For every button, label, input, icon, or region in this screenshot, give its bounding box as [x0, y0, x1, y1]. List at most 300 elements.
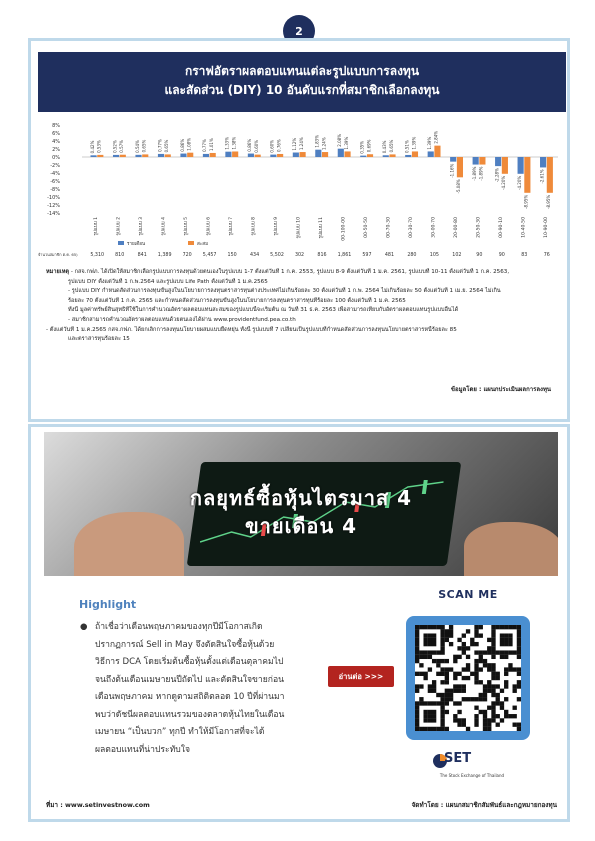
qr-module — [508, 650, 512, 654]
legend-label: สะสม — [197, 242, 209, 247]
qr-module — [466, 727, 470, 731]
qr-module — [462, 667, 466, 671]
qr-module — [474, 663, 478, 667]
x-tick-label: 00-90-10 — [498, 217, 504, 238]
qr-module — [462, 723, 466, 727]
qr-module — [423, 642, 427, 646]
qr-module — [513, 714, 517, 718]
qr-module — [496, 693, 500, 697]
banner-title-line2: ขายเดือน 4 — [244, 514, 357, 538]
qr-module — [445, 629, 449, 633]
x-tick-label: รูปแบบ 3 — [139, 217, 145, 236]
qr-module — [415, 642, 419, 646]
qr-module — [496, 650, 500, 654]
data-label: 0.77% — [202, 139, 208, 152]
qr-module — [483, 727, 487, 731]
qr-module — [500, 655, 504, 659]
qr-module — [453, 718, 457, 722]
qr-module — [517, 667, 521, 671]
qr-module — [487, 680, 491, 684]
qr-module — [428, 633, 432, 637]
qr-module — [428, 625, 432, 629]
qr-module — [496, 684, 500, 688]
qr-module — [508, 714, 512, 718]
qr-module — [436, 663, 440, 667]
bar-cumulative — [165, 154, 171, 157]
qr-module — [487, 667, 491, 671]
y-tick-label: -2% — [50, 163, 60, 169]
qr-module — [440, 659, 444, 663]
y-tick-label: -4% — [50, 171, 60, 177]
bar-monthly — [158, 154, 164, 157]
qr-module — [517, 625, 521, 629]
qr-module — [491, 633, 495, 637]
qr-module — [445, 701, 449, 705]
qr-module — [500, 625, 504, 629]
bar-cumulative — [210, 153, 216, 157]
bar-monthly — [540, 157, 546, 167]
qr-module — [432, 642, 436, 646]
qr-module — [415, 684, 419, 688]
bar-cumulative — [434, 146, 440, 157]
data-label: 1.83% — [314, 134, 320, 148]
highlight-line: จนถึงต้นเดือนเมษายนปีถัดไป และตัดสินใจขายก่อน — [95, 674, 284, 685]
data-label: 2.08% — [337, 133, 343, 147]
qr-module — [487, 706, 491, 710]
qr-module — [445, 638, 449, 642]
qr-module — [432, 718, 436, 722]
article-banner[interactable] — [44, 432, 558, 576]
member-count: 5,502 — [270, 253, 284, 258]
bar-monthly — [135, 155, 141, 157]
x-tick-label: 00-50-50 — [363, 217, 369, 238]
qr-module — [415, 714, 419, 718]
qr-module — [423, 714, 427, 718]
data-label: -2.28% — [494, 168, 500, 183]
qr-module — [513, 723, 517, 727]
qr-module — [483, 663, 487, 667]
qr-module — [457, 672, 461, 676]
qr-module — [428, 710, 432, 714]
qr-module — [440, 650, 444, 654]
qr-module — [462, 642, 466, 646]
y-tick-label: 2% — [52, 147, 60, 153]
qr-module — [415, 701, 419, 705]
data-label: 0.65% — [164, 139, 170, 153]
qr-module — [415, 629, 419, 633]
bar-cumulative — [479, 157, 485, 165]
qr-module — [487, 646, 491, 650]
chart-source: ข้อมูลโดย : แผนกประเมินผลการลงทุน — [450, 386, 551, 393]
qr-module — [457, 684, 461, 688]
qr-module — [457, 646, 461, 650]
member-count: 280 — [407, 253, 417, 258]
x-tick-label: 00-70-30 — [386, 217, 392, 238]
qr-module — [440, 714, 444, 718]
member-count: 816 — [317, 253, 327, 258]
qr-module — [440, 706, 444, 710]
y-tick-label: -8% — [50, 187, 60, 193]
qr-module — [474, 680, 478, 684]
qr-module — [457, 710, 461, 714]
bar-cumulative — [300, 152, 306, 157]
qr-module — [491, 684, 495, 688]
qr-module — [415, 689, 419, 693]
bar-cumulative — [524, 157, 530, 193]
data-label: -1.16% — [449, 163, 455, 178]
qr-module — [513, 706, 517, 710]
data-label: 0.86% — [247, 138, 253, 152]
data-label: 1.39% — [411, 136, 417, 150]
qr-module — [517, 638, 521, 642]
member-count: 434 — [249, 253, 260, 258]
qr-module — [517, 655, 521, 659]
bar-monthly — [405, 155, 411, 157]
qr-module — [415, 625, 419, 629]
highlight-title: Highlight — [79, 598, 137, 611]
y-tick-label: 0% — [52, 155, 60, 161]
qr-module — [491, 629, 495, 633]
qr-module — [483, 697, 487, 701]
qr-module — [508, 625, 512, 629]
qr-module — [483, 689, 487, 693]
qr-module — [462, 689, 466, 693]
qr-module — [491, 667, 495, 671]
bar-cumulative — [120, 155, 126, 157]
qr-module — [491, 701, 495, 705]
bar-monthly — [225, 152, 231, 157]
qr-module — [504, 714, 508, 718]
qr-module — [474, 642, 478, 646]
qr-module — [428, 655, 432, 659]
footer-prepared-by: จัดทำโดย : แผนกสมาชิกสัมพันธ์และกฎหมายกองทุน — [411, 801, 557, 809]
highlight-line: เดือนพฤษภาคม หากดูตามสถิติตลอด 10 ปีที่ผ่านมา — [95, 692, 285, 702]
qr-module — [517, 680, 521, 684]
qr-module — [453, 659, 457, 663]
qr-module — [504, 625, 508, 629]
read-more-button[interactable]: อ่านต่อ >>> — [328, 666, 394, 687]
qr-module — [457, 689, 461, 693]
qr-module — [445, 680, 449, 684]
qr-module — [491, 693, 495, 697]
member-count: 1,861 — [337, 253, 352, 258]
qr-module — [457, 655, 461, 659]
bar-cumulative — [187, 153, 193, 157]
bar-cumulative — [367, 154, 373, 157]
qr-module — [491, 689, 495, 693]
qr-module — [517, 633, 521, 637]
qr-module — [479, 659, 483, 663]
qr-module — [462, 684, 466, 688]
qr-module — [432, 680, 436, 684]
chart-title-line1: กราฟอัตราผลตอบแทนแต่ละรูปแบบการลงทุน — [184, 64, 420, 78]
qr-module — [496, 676, 500, 680]
qr-module — [432, 684, 436, 688]
qr-module — [474, 718, 478, 722]
qr-module — [432, 650, 436, 654]
qr-module — [466, 697, 470, 701]
qr-module — [474, 650, 478, 654]
qr-module — [504, 655, 508, 659]
qr-module — [453, 689, 457, 693]
set-logo-text: SET — [444, 751, 472, 766]
qr-module — [440, 727, 444, 731]
qr-module — [474, 659, 478, 663]
qr-module — [432, 633, 436, 637]
bar-cumulative — [547, 157, 553, 193]
data-label: 0.86% — [179, 138, 185, 152]
qr-module — [436, 693, 440, 697]
qr-module — [479, 650, 483, 654]
data-label: 0.77% — [157, 139, 163, 152]
qr-module — [504, 642, 508, 646]
qr-module — [428, 638, 432, 642]
qr-module — [483, 693, 487, 697]
qr-module — [440, 680, 444, 684]
member-count: 810 — [115, 253, 125, 258]
qr-module — [513, 667, 517, 671]
data-label: -8.95% — [546, 194, 552, 209]
qr-module — [491, 663, 495, 667]
qr-module — [466, 667, 470, 671]
data-label: 0.60% — [269, 139, 275, 153]
data-label: 0.69% — [366, 139, 372, 153]
x-tick-label: 10-90-00 — [543, 217, 549, 238]
highlight-line: พบว่าดัชนีผลตอบแทนรวมของตลาดหุ้นไทยในเดือน — [95, 709, 285, 720]
qr-module — [504, 650, 508, 654]
qr-module — [470, 642, 474, 646]
highlight-text — [80, 619, 312, 759]
qr-module — [419, 672, 423, 676]
qr-module — [419, 697, 423, 701]
qr-module — [466, 646, 470, 650]
qr-module — [474, 633, 478, 637]
qr-module — [440, 667, 444, 671]
data-label: 1.39% — [343, 136, 349, 150]
qr-module — [415, 672, 419, 676]
qr-module — [500, 650, 504, 654]
qr-module — [428, 642, 432, 646]
data-label: 0.60% — [253, 139, 259, 153]
returns-bar-chart — [38, 117, 566, 260]
qr-module — [479, 697, 483, 701]
bar-cumulative — [502, 157, 508, 174]
x-tick-label: 20-00-80 — [453, 217, 459, 238]
qr-module — [491, 650, 495, 654]
qr-module — [449, 667, 453, 671]
qr-module — [500, 633, 504, 637]
data-label: 1.38% — [231, 136, 237, 150]
qr-module — [423, 676, 427, 680]
x-tick-label: รูปแบบ 7 — [229, 217, 235, 236]
qr-module — [513, 650, 517, 654]
data-label: -8.95% — [523, 194, 529, 209]
qr-module — [487, 727, 491, 731]
qr-module — [496, 723, 500, 727]
qr-module — [436, 701, 440, 705]
qr-module — [517, 629, 521, 633]
member-count: 841 — [137, 253, 147, 258]
qr-module — [474, 676, 478, 680]
qr-module — [415, 723, 419, 727]
y-tick-label: -12% — [47, 203, 60, 209]
bar-cumulative — [344, 151, 350, 157]
bar-monthly — [270, 155, 276, 157]
qr-module — [462, 697, 466, 701]
qr-module — [440, 718, 444, 722]
qr-module — [428, 701, 432, 705]
data-label: 2.84% — [433, 130, 439, 144]
qr-module — [423, 655, 427, 659]
qr-module — [500, 689, 504, 693]
qr-module — [445, 633, 449, 637]
qr-module — [436, 650, 440, 654]
qr-module — [474, 723, 478, 727]
qr-module — [491, 710, 495, 714]
qr-module — [440, 710, 444, 714]
qr-module — [415, 659, 419, 663]
qr-module — [513, 689, 517, 693]
qr-module — [445, 727, 449, 731]
qr-module — [470, 672, 474, 676]
qr-module — [504, 667, 508, 671]
qr-module — [487, 684, 491, 688]
qr-module — [504, 633, 508, 637]
qr-module — [419, 663, 423, 667]
qr-module — [496, 672, 500, 676]
note-line: ทั้งนี้ มูลค่าทรัพย์สินสุทธิที่ใช้ในการคำนวณอัตราผลตอบแทนสะสมของรูปแบบนี้จะเริ่มต้น ณ วันที่ 31 ธ.ค. 2563 เพื่อสามารถเทียบกับอัตราผลตอบแทนรูปแบบอื่นได้ — [68, 307, 459, 314]
qr-module — [445, 710, 449, 714]
qr-module — [474, 714, 478, 718]
data-label: 1.24% — [298, 137, 304, 151]
qr-module — [415, 718, 419, 722]
highlight-line: ผลตอบแทนที่น่าประทับใจ — [95, 744, 190, 755]
bar-monthly — [248, 154, 254, 157]
qr-module — [466, 676, 470, 680]
qr-module — [453, 676, 457, 680]
x-tick-label: 30-00-70 — [431, 217, 437, 238]
qr-module — [462, 650, 466, 654]
qr-module — [453, 701, 457, 705]
qr-module — [483, 714, 487, 718]
qr-module — [415, 650, 419, 654]
highlight-line: วิธีการ DCA โดยเริ่มต้นซื้อหุ้นตั้งแต่เดือนตุลาคมไป — [95, 657, 284, 667]
member-count: 105 — [429, 253, 439, 258]
qr-module — [449, 697, 453, 701]
qr-module — [449, 689, 453, 693]
qr-module — [487, 650, 491, 654]
qr-module — [428, 689, 432, 693]
qr-module — [415, 706, 419, 710]
qr-module — [419, 625, 423, 629]
qr-module — [491, 638, 495, 642]
member-count: 90 — [476, 253, 483, 258]
y-tick-label: 6% — [52, 131, 60, 137]
qr-module — [462, 676, 466, 680]
notes-block — [46, 268, 558, 345]
data-label: 0.65% — [388, 139, 394, 153]
data-label: -1.89% — [478, 166, 484, 181]
qr-module — [491, 655, 495, 659]
y-tick-label: -10% — [47, 195, 60, 201]
member-count: 481 — [384, 253, 395, 258]
qr-module — [479, 680, 483, 684]
bar-cumulative — [412, 151, 418, 157]
qr-module — [419, 727, 423, 731]
member-count: 5,310 — [90, 253, 105, 258]
qr-module — [449, 642, 453, 646]
qr-module — [483, 684, 487, 688]
data-label: 1.39% — [427, 136, 433, 150]
highlight-line: ปรากฏการณ์ Sell in May จึงตัดสินใจซื้อหุ้นด้วย — [95, 639, 275, 650]
qr-module — [491, 706, 495, 710]
qr-module — [432, 714, 436, 718]
qr-module — [457, 638, 461, 642]
bar-cumulative — [277, 154, 283, 157]
qr-module — [504, 684, 508, 688]
qr-module — [428, 650, 432, 654]
qr-module — [428, 718, 432, 722]
footer-source[interactable]: ที่มา : www.setinvestnow.com — [46, 801, 150, 809]
qr-module — [462, 718, 466, 722]
qr-module — [479, 693, 483, 697]
highlight-line: เมษายน “เป็นบวก” ทุกปี ทำให้มีโอกาสที่จะได้ — [95, 727, 265, 737]
x-tick-label: รูปแบบ 5 — [184, 217, 190, 236]
qr-module — [432, 701, 436, 705]
data-label: -5.08% — [456, 179, 462, 194]
data-label: 0.54% — [134, 140, 140, 153]
qr-module — [445, 689, 449, 693]
member-count: 150 — [227, 253, 237, 258]
bullet-icon: ● — [80, 622, 88, 632]
y-tick-label: -14% — [47, 211, 60, 217]
qr-module — [432, 710, 436, 714]
qr-module — [423, 633, 427, 637]
qr-module — [423, 718, 427, 722]
qr-module — [500, 638, 504, 642]
qr-module — [415, 646, 419, 650]
x-tick-label: 20-50-30 — [476, 217, 482, 238]
y-tick-label: -6% — [50, 179, 60, 185]
x-tick-label: รูปแบบ 6 — [206, 217, 212, 236]
qr-module — [415, 633, 419, 637]
qr-module — [423, 672, 427, 676]
qr-module — [436, 625, 440, 629]
bar-monthly — [113, 155, 119, 157]
member-count-label: จำนวนสมาชิก ต.ค. 65) — [38, 252, 78, 257]
qr-module — [415, 655, 419, 659]
data-label: 0.35% — [359, 140, 365, 154]
member-count: 1,389 — [157, 253, 172, 258]
qr-code-icon[interactable] — [415, 625, 521, 731]
highlight-line: ถ้าเชื่อว่าเดือนพฤษภาคมของทุกปีมีโอกาสเกิด — [95, 622, 263, 632]
member-count: 76 — [543, 253, 550, 258]
qr-module — [419, 650, 423, 654]
qr-module — [513, 625, 517, 629]
scan-me-title: SCAN ME — [438, 588, 498, 601]
qr-module — [432, 659, 436, 663]
qr-module — [423, 638, 427, 642]
data-label: 0.76% — [276, 139, 282, 152]
qr-module — [517, 723, 521, 727]
banner-title-line1: กลยุทธ์ซื้อหุ้นไตรมาส 4 — [189, 486, 413, 510]
qr-module — [504, 672, 508, 676]
note-line: - กสจ.กฟภ. ได้เปิดให้สมาชิกเลือกรูปแบบการลงทุนด้วยตนเองในรูปแบบ 1-7 ตั้งแต่วันที่ 1 ก.ค. 2553, รูปแบบ 8-9 ตั้งแต่วันที่ 1 ม.ค. 2561, รูปแบบที่ 10-11 ตั้งแต่วันที่ 1 ก.ค. 2563, — [70, 269, 510, 275]
x-tick-label: 00-100-00 — [341, 217, 347, 241]
member-count: 597 — [362, 253, 372, 258]
qr-module — [474, 697, 478, 701]
qr-module — [457, 718, 461, 722]
